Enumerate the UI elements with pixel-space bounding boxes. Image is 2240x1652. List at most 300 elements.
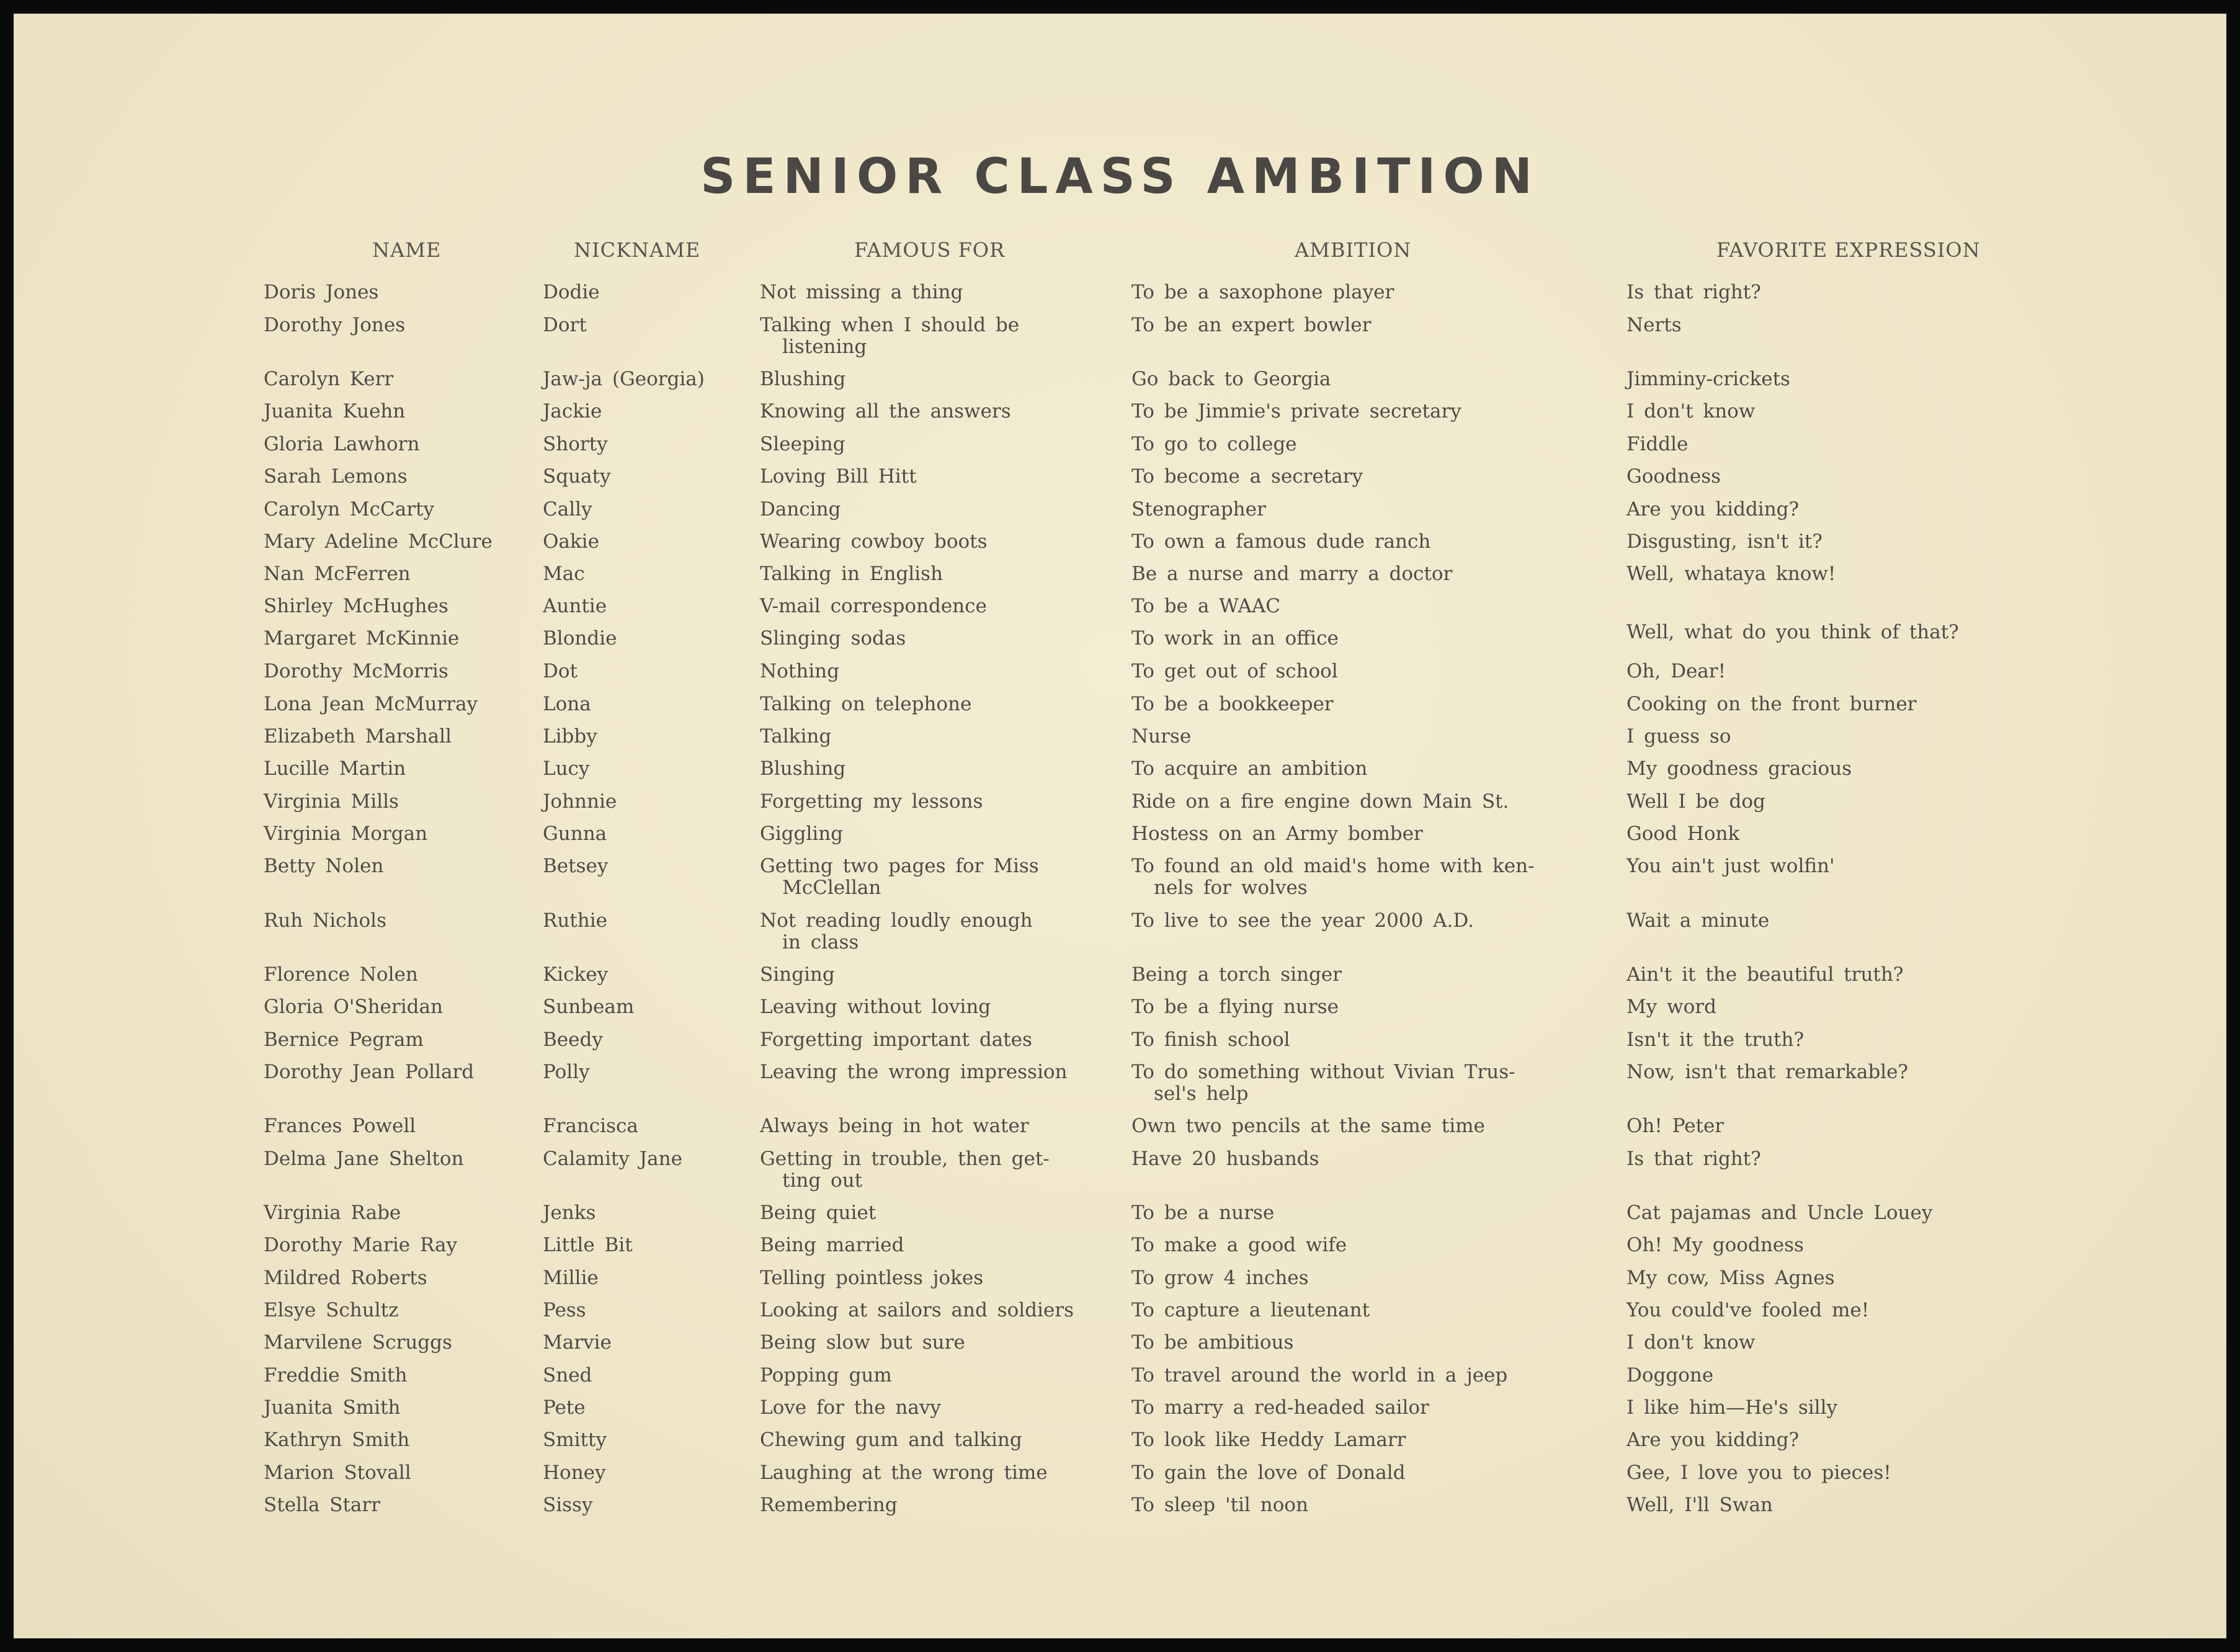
famous-cell bbox=[760, 694, 971, 715]
ambition-text: To capture a lieutenant bbox=[1131, 1299, 1370, 1321]
nickname-text: Libby bbox=[543, 725, 597, 748]
name-text: Dorothy Marie Ray bbox=[264, 1234, 457, 1256]
famous-cell bbox=[760, 315, 1019, 358]
famous-cell bbox=[760, 726, 831, 748]
expression-text: Fiddle bbox=[1626, 433, 1689, 455]
famous-text: Looking at sailors and soldiers bbox=[760, 1299, 1074, 1321]
ambition-text: Stenographer bbox=[1131, 498, 1266, 520]
name-cell bbox=[264, 282, 378, 303]
famous-text: Talking when I should be bbox=[760, 314, 1020, 336]
ambition-text: Be a nurse and marry a doctor bbox=[1131, 563, 1453, 585]
famous-cell bbox=[760, 1365, 892, 1386]
expression-cell bbox=[1626, 1267, 1834, 1289]
ambition-cell bbox=[1131, 401, 1461, 422]
name-cell bbox=[264, 1115, 416, 1137]
name-cell bbox=[264, 1029, 424, 1051]
nickname-cell bbox=[543, 401, 602, 422]
famous-cell bbox=[760, 910, 1033, 953]
ambition-cell bbox=[1131, 434, 1297, 455]
name-cell bbox=[264, 1397, 401, 1419]
nickname-text: Sned bbox=[543, 1364, 592, 1386]
name-text: Freddie Smith bbox=[264, 1364, 408, 1386]
nickname-text: Pete bbox=[543, 1396, 586, 1419]
expression-text: I guess so bbox=[1626, 725, 1731, 748]
name-text: Carolyn Kerr bbox=[264, 368, 394, 390]
ambition-cell bbox=[1131, 466, 1363, 488]
nickname-text: Lona bbox=[543, 693, 591, 715]
ambition-text: To make a good wife bbox=[1131, 1234, 1347, 1256]
ambition-text: To be a WAAC bbox=[1131, 595, 1280, 617]
nickname-cell bbox=[543, 1115, 638, 1137]
nickname-cell bbox=[543, 791, 617, 813]
famous-cell bbox=[760, 758, 846, 780]
expression-cell bbox=[1626, 1235, 1804, 1256]
famous-cell bbox=[760, 401, 1011, 422]
famous-cell bbox=[760, 1397, 941, 1419]
page-title: SENIOR CLASS AMBITION bbox=[700, 149, 1540, 205]
ambition-text: To own a famous dude ranch bbox=[1131, 530, 1431, 553]
name-cell bbox=[264, 1061, 474, 1083]
expression-text: Ain't it the beautiful truth? bbox=[1626, 963, 1904, 986]
famous-text: Giggling bbox=[760, 823, 844, 845]
name-text: Sarah Lemons bbox=[264, 465, 408, 488]
ambition-cell bbox=[1131, 1429, 1406, 1451]
famous-text: Forgetting important dates bbox=[760, 1029, 1032, 1051]
famous-text: Knowing all the answers bbox=[760, 400, 1011, 422]
expression-text: My word bbox=[1626, 996, 1716, 1018]
header-nickname: NICKNAME bbox=[574, 238, 701, 262]
famous-text: Laughing at the wrong time bbox=[760, 1462, 1048, 1484]
ambition-cell bbox=[1131, 628, 1339, 650]
name-text: Kathryn Smith bbox=[264, 1429, 410, 1451]
ambition-cell bbox=[1131, 910, 1474, 932]
ambition-text: Hostess on an Army bomber bbox=[1131, 823, 1423, 845]
name-text: Lona Jean McMurray bbox=[264, 693, 478, 715]
famous-cell bbox=[760, 964, 835, 986]
name-text: Elizabeth Marshall bbox=[264, 725, 452, 748]
famous-text: McClellan bbox=[782, 877, 881, 899]
name-text: Ruh Nichols bbox=[264, 909, 386, 932]
expression-cell bbox=[1626, 910, 1769, 932]
expression-cell bbox=[1626, 466, 1721, 488]
name-cell bbox=[264, 563, 411, 585]
famous-text: Being married bbox=[760, 1234, 904, 1256]
ambition-text: Have 20 husbands bbox=[1131, 1148, 1319, 1170]
famous-cell bbox=[760, 282, 963, 303]
nickname-cell bbox=[543, 368, 705, 390]
name-text: Delma Jane Shelton bbox=[264, 1148, 464, 1170]
famous-cell bbox=[760, 596, 987, 617]
expression-text: You ain't just wolfin' bbox=[1626, 855, 1835, 877]
expression-text: Is that right? bbox=[1626, 281, 1761, 303]
expression-cell bbox=[1626, 823, 1739, 845]
famous-cell bbox=[760, 1115, 1029, 1137]
name-cell bbox=[264, 910, 386, 932]
ambition-cell bbox=[1131, 1462, 1405, 1484]
nickname-cell bbox=[543, 1061, 590, 1083]
expression-cell bbox=[1626, 964, 1903, 986]
name-text: Betty Nolen bbox=[264, 855, 384, 877]
name-text: Stella Starr bbox=[264, 1494, 381, 1516]
name-text: Gloria Lawhorn bbox=[264, 433, 420, 455]
ambition-cell bbox=[1131, 1029, 1290, 1051]
ambition-text: To become a secretary bbox=[1131, 465, 1363, 488]
yearbook-page bbox=[14, 14, 2226, 1638]
expression-cell bbox=[1626, 791, 1765, 813]
ambition-text: To finish school bbox=[1131, 1029, 1290, 1051]
name-text: Mary Adeline McClure bbox=[264, 530, 493, 553]
ambition-text: To live to see the year 2000 A.D. bbox=[1131, 909, 1474, 932]
famous-text: Slinging sodas bbox=[760, 627, 906, 650]
ambition-cell bbox=[1131, 368, 1331, 390]
name-cell bbox=[264, 434, 419, 455]
name-cell bbox=[264, 1332, 452, 1354]
ambition-text: To look like Heddy Lamarr bbox=[1131, 1429, 1406, 1451]
expression-text: Goodness bbox=[1626, 465, 1721, 488]
nickname-cell bbox=[543, 315, 587, 336]
expression-cell bbox=[1626, 1494, 1773, 1516]
expression-text: Doggone bbox=[1626, 1364, 1714, 1386]
famous-text: Popping gum bbox=[760, 1364, 892, 1386]
expression-text: Wait a minute bbox=[1626, 909, 1770, 932]
expression-cell bbox=[1626, 726, 1731, 748]
nickname-cell bbox=[543, 466, 611, 488]
name-text: Gloria O'Sheridan bbox=[264, 996, 443, 1018]
expression-cell bbox=[1626, 1332, 1755, 1354]
nickname-cell bbox=[543, 1267, 599, 1289]
name-cell bbox=[264, 466, 408, 488]
nickname-text: Betsey bbox=[543, 855, 609, 877]
expression-cell bbox=[1626, 1061, 1908, 1083]
nickname-cell bbox=[543, 563, 585, 585]
ambition-cell bbox=[1131, 758, 1367, 780]
famous-cell bbox=[760, 855, 1039, 899]
famous-cell bbox=[760, 1202, 876, 1224]
nickname-text: Marvie bbox=[543, 1331, 612, 1354]
expression-cell bbox=[1626, 1115, 1724, 1137]
nickname-text: Honey bbox=[543, 1462, 606, 1484]
famous-text: Talking bbox=[760, 725, 832, 748]
ambition-cell bbox=[1131, 1365, 1507, 1386]
expression-cell bbox=[1626, 758, 1852, 780]
name-cell bbox=[264, 694, 478, 715]
ambition-text: To be ambitious bbox=[1131, 1331, 1294, 1354]
nickname-cell bbox=[543, 1494, 592, 1516]
name-cell bbox=[264, 758, 406, 780]
ambition-cell bbox=[1131, 996, 1339, 1018]
name-cell bbox=[264, 499, 434, 520]
ambition-text: To be Jimmie's private secretary bbox=[1131, 400, 1461, 422]
nickname-cell bbox=[543, 531, 599, 553]
ambition-text: Nurse bbox=[1131, 725, 1192, 748]
famous-text: Loving Bill Hitt bbox=[760, 465, 917, 488]
famous-cell bbox=[760, 1061, 1068, 1083]
famous-text: ting out bbox=[782, 1169, 863, 1192]
famous-text: Talking on telephone bbox=[760, 693, 972, 715]
nickname-text: Oakie bbox=[543, 530, 599, 553]
nickname-cell bbox=[543, 726, 597, 748]
expression-text: Well I be dog bbox=[1626, 790, 1765, 813]
ambition-text: To work in an office bbox=[1131, 627, 1339, 650]
ambition-cell bbox=[1131, 563, 1452, 585]
expression-cell bbox=[1626, 282, 1761, 303]
name-text: Florence Nolen bbox=[264, 963, 418, 986]
nickname-cell bbox=[543, 855, 608, 877]
famous-text: Always being in hot water bbox=[760, 1115, 1029, 1137]
expression-text: Is that right? bbox=[1626, 1148, 1761, 1170]
expression-cell bbox=[1626, 1429, 1799, 1451]
nickname-cell bbox=[543, 596, 607, 617]
name-cell bbox=[264, 823, 427, 845]
famous-cell bbox=[760, 1148, 1050, 1192]
expression-cell bbox=[1626, 499, 1799, 520]
nickname-cell bbox=[543, 1429, 607, 1451]
header-favorite-expression: FAVORITE EXPRESSION bbox=[1716, 238, 1981, 262]
expression-text: Cooking on the front burner bbox=[1626, 693, 1917, 715]
famous-text: V-mail correspondence bbox=[760, 595, 987, 617]
expression-cell bbox=[1626, 401, 1755, 422]
famous-text: Singing bbox=[760, 963, 835, 986]
nickname-text: Little Bit bbox=[543, 1234, 633, 1256]
expression-text: I don't know bbox=[1626, 400, 1756, 422]
famous-cell bbox=[760, 1332, 965, 1354]
famous-cell bbox=[760, 1494, 898, 1516]
expression-cell bbox=[1626, 368, 1790, 390]
nickname-text: Johnnie bbox=[543, 790, 617, 813]
famous-cell bbox=[760, 434, 845, 455]
famous-cell bbox=[760, 1462, 1048, 1484]
ambition-text: To grow 4 inches bbox=[1131, 1267, 1309, 1289]
header-name: NAME bbox=[372, 238, 442, 262]
expression-cell bbox=[1626, 1029, 1804, 1051]
nickname-cell bbox=[543, 1397, 586, 1419]
ambition-text: To gain the love of Donald bbox=[1131, 1462, 1406, 1484]
ambition-text: To do something without Vivian Trus- bbox=[1131, 1061, 1515, 1083]
ambition-text: To be a nurse bbox=[1131, 1202, 1275, 1224]
nickname-text: Beedy bbox=[543, 1029, 603, 1051]
name-text: Juanita Kuehn bbox=[264, 400, 406, 422]
name-text: Dorothy Jean Pollard bbox=[264, 1061, 475, 1083]
nickname-text: Dot bbox=[543, 660, 578, 682]
expression-text: Oh! My goodness bbox=[1626, 1234, 1804, 1256]
ambition-text: To be an expert bowler bbox=[1131, 314, 1372, 336]
nickname-text: Gunna bbox=[543, 823, 607, 845]
name-text: Dorothy McMorris bbox=[264, 660, 448, 682]
ambition-cell bbox=[1131, 1300, 1370, 1321]
nickname-text: Shorty bbox=[543, 433, 608, 455]
expression-cell bbox=[1626, 1462, 1891, 1484]
name-text: Frances Powell bbox=[264, 1115, 416, 1137]
ambition-text: Ride on a fire engine down Main St. bbox=[1131, 790, 1509, 813]
nickname-text: Polly bbox=[543, 1061, 590, 1083]
name-cell bbox=[264, 661, 448, 682]
famous-cell bbox=[760, 1267, 983, 1289]
ambition-text: nels for wolves bbox=[1154, 877, 1308, 899]
nickname-text: Jackie bbox=[543, 400, 602, 422]
ambition-text: To sleep 'til noon bbox=[1131, 1494, 1308, 1516]
name-cell bbox=[264, 1300, 398, 1321]
ambition-text: Being a torch singer bbox=[1131, 963, 1342, 986]
name-cell bbox=[264, 1365, 407, 1386]
name-text: Shirley McHughes bbox=[264, 595, 448, 617]
expression-cell bbox=[1626, 315, 1682, 336]
nickname-cell bbox=[543, 661, 578, 682]
expression-text: Nerts bbox=[1626, 314, 1682, 336]
famous-text: Dancing bbox=[760, 498, 841, 520]
famous-cell bbox=[760, 823, 843, 845]
expression-text: My cow, Miss Agnes bbox=[1626, 1267, 1835, 1289]
name-text: Mildred Roberts bbox=[264, 1267, 427, 1289]
famous-text: Not reading loudly enough bbox=[760, 909, 1033, 932]
name-cell bbox=[264, 996, 443, 1018]
nickname-text: Dort bbox=[543, 314, 587, 336]
name-text: Doris Jones bbox=[264, 281, 379, 303]
expression-cell bbox=[1626, 531, 1823, 553]
name-text: Carolyn McCarty bbox=[264, 498, 435, 520]
famous-cell bbox=[760, 499, 841, 520]
famous-text: Wearing cowboy boots bbox=[760, 530, 988, 553]
famous-text: Getting two pages for Miss bbox=[760, 855, 1039, 877]
famous-text: listening bbox=[782, 336, 867, 358]
nickname-cell bbox=[543, 628, 617, 650]
expression-cell bbox=[1626, 855, 1835, 877]
expression-text: Good Honk bbox=[1626, 823, 1740, 845]
nickname-cell bbox=[543, 434, 608, 455]
name-text: Marion Stovall bbox=[264, 1462, 411, 1484]
name-text: Virginia Rabe bbox=[264, 1202, 401, 1224]
famous-text: Blushing bbox=[760, 757, 846, 780]
famous-text: Being slow but sure bbox=[760, 1331, 965, 1354]
famous-text: Not missing a thing bbox=[760, 281, 963, 303]
famous-text: Leaving without loving bbox=[760, 996, 991, 1018]
famous-text: Talking in English bbox=[760, 563, 943, 585]
ambition-cell bbox=[1131, 661, 1338, 682]
ambition-cell bbox=[1131, 1332, 1293, 1354]
ambition-text: To travel around the world in a jeep bbox=[1131, 1364, 1508, 1386]
expression-text: My goodness gracious bbox=[1626, 757, 1852, 780]
expression-cell bbox=[1626, 1300, 1869, 1321]
nickname-text: Smitty bbox=[543, 1429, 607, 1451]
famous-text: Chewing gum and talking bbox=[760, 1429, 1022, 1451]
expression-cell bbox=[1626, 996, 1716, 1018]
nickname-cell bbox=[543, 694, 591, 715]
ambition-cell bbox=[1131, 726, 1191, 748]
name-cell bbox=[264, 628, 459, 650]
nickname-cell bbox=[543, 1300, 586, 1321]
ambition-cell bbox=[1131, 1202, 1274, 1224]
name-cell bbox=[264, 1202, 401, 1224]
nickname-cell bbox=[543, 996, 634, 1018]
expression-text: Jimminy-crickets bbox=[1626, 368, 1790, 390]
nickname-cell bbox=[543, 1332, 612, 1354]
nickname-text: Jaw-ja (Georgia) bbox=[543, 368, 705, 390]
name-cell bbox=[264, 791, 399, 813]
famous-cell bbox=[760, 1300, 1074, 1321]
name-cell bbox=[264, 1148, 463, 1170]
ambition-text: sel's help bbox=[1154, 1083, 1249, 1105]
expression-text: Oh, Dear! bbox=[1626, 660, 1726, 682]
ambition-cell bbox=[1131, 499, 1266, 520]
name-text: Elsye Schultz bbox=[264, 1299, 399, 1321]
famous-cell bbox=[760, 1235, 904, 1256]
expression-cell bbox=[1626, 563, 1836, 585]
nickname-text: Sissy bbox=[543, 1494, 593, 1516]
famous-text: Telling pointless jokes bbox=[760, 1267, 984, 1289]
ambition-cell bbox=[1131, 1148, 1319, 1170]
ambition-cell bbox=[1131, 791, 1509, 813]
famous-text: Getting in trouble, then get- bbox=[760, 1148, 1050, 1170]
famous-cell bbox=[760, 661, 839, 682]
nickname-text: Kickey bbox=[543, 963, 609, 986]
name-text: Nan McFerren bbox=[264, 563, 411, 585]
nickname-text: Calamity Jane bbox=[543, 1148, 682, 1170]
nickname-text: Sunbeam bbox=[543, 996, 635, 1018]
ambition-text: Go back to Georgia bbox=[1131, 368, 1331, 390]
expression-cell bbox=[1626, 694, 1917, 715]
expression-text: You could've fooled me! bbox=[1626, 1299, 1870, 1321]
ambition-cell bbox=[1131, 823, 1423, 845]
expression-text: Cat pajamas and Uncle Louey bbox=[1626, 1202, 1933, 1224]
nickname-text: Millie bbox=[543, 1267, 599, 1289]
expression-text: I like him—He's silly bbox=[1626, 1396, 1838, 1419]
expression-text: Isn't it the truth? bbox=[1626, 1029, 1805, 1051]
nickname-text: Mac bbox=[543, 563, 585, 585]
expression-cell bbox=[1626, 622, 1959, 643]
ambition-cell bbox=[1131, 1235, 1347, 1256]
famous-text: Sleeping bbox=[760, 433, 846, 455]
famous-cell bbox=[760, 628, 906, 650]
famous-cell bbox=[760, 1429, 1022, 1451]
expression-text: Are you kidding? bbox=[1626, 1429, 1800, 1451]
famous-text: Leaving the wrong impression bbox=[760, 1061, 1068, 1083]
name-cell bbox=[264, 368, 393, 390]
name-text: Dorothy Jones bbox=[264, 314, 406, 336]
name-text: Virginia Mills bbox=[264, 790, 399, 813]
ambition-text: To be a saxophone player bbox=[1131, 281, 1394, 303]
nickname-text: Dodie bbox=[543, 281, 600, 303]
name-text: Bernice Pegram bbox=[264, 1029, 424, 1051]
ambition-cell bbox=[1131, 596, 1280, 617]
nickname-cell bbox=[543, 1029, 603, 1051]
ambition-cell bbox=[1131, 1115, 1485, 1137]
ambition-cell bbox=[1131, 315, 1371, 336]
name-text: Virginia Morgan bbox=[264, 823, 428, 845]
expression-cell bbox=[1626, 661, 1726, 682]
ambition-text: To marry a red-headed sailor bbox=[1131, 1396, 1429, 1419]
nickname-cell bbox=[543, 823, 607, 845]
expression-cell bbox=[1626, 1148, 1761, 1170]
header-ambition: AMBITION bbox=[1295, 238, 1412, 262]
nickname-cell bbox=[543, 499, 592, 520]
name-cell bbox=[264, 726, 452, 748]
famous-cell bbox=[760, 466, 917, 488]
expression-cell bbox=[1626, 1397, 1837, 1419]
famous-text: in class bbox=[782, 931, 859, 953]
nickname-cell bbox=[543, 1365, 592, 1386]
name-text: Lucille Martin bbox=[264, 757, 406, 780]
famous-text: Forgetting my lessons bbox=[760, 790, 983, 813]
nickname-cell bbox=[543, 1462, 606, 1484]
famous-text: Love for the navy bbox=[760, 1396, 941, 1419]
famous-cell bbox=[760, 531, 988, 553]
expression-cell bbox=[1626, 1365, 1713, 1386]
expression-cell bbox=[1626, 434, 1688, 455]
ambition-text: To found an old maid's home with ken- bbox=[1131, 855, 1535, 877]
nickname-cell bbox=[543, 910, 607, 932]
ambition-cell bbox=[1131, 282, 1394, 303]
ambition-cell bbox=[1131, 1494, 1308, 1516]
ambition-cell bbox=[1131, 1061, 1515, 1105]
